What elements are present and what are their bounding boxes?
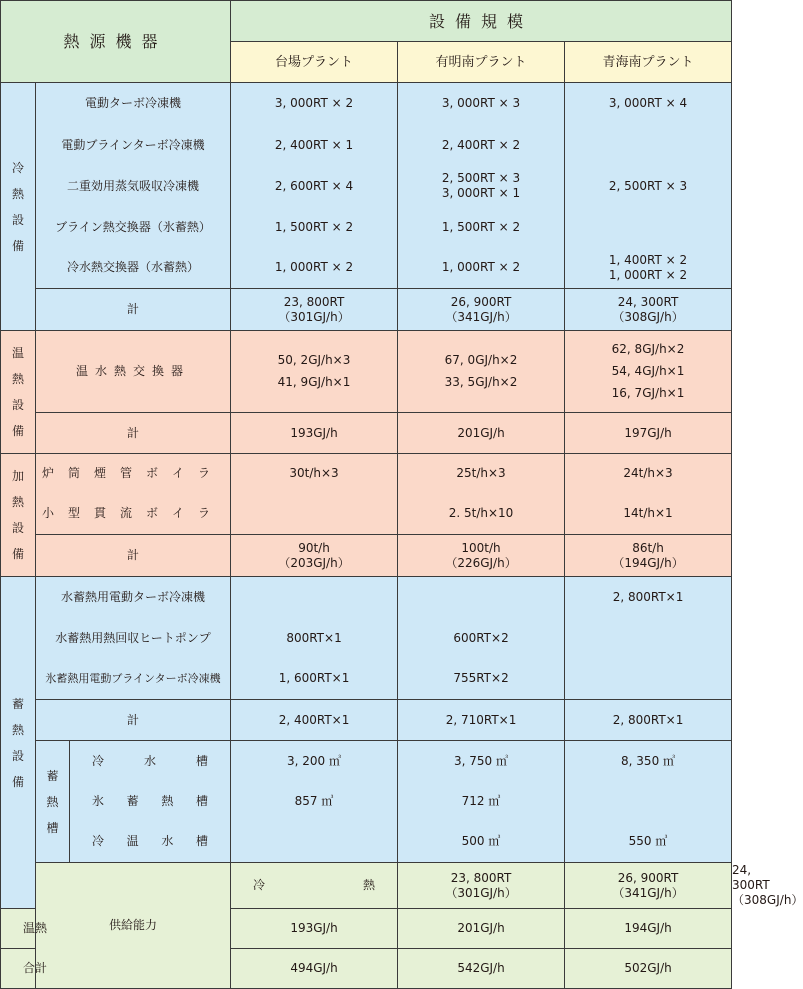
warm-row-value: 50, 2GJ/h×3 41, 9GJ/h×1	[231, 331, 398, 413]
cooling-category: 冷 熱 設 備	[1, 83, 36, 331]
storage-row-label: 氷蓄熱用電動ブラインターボ冷凍機	[36, 659, 231, 700]
cooling-row-value: 2, 400RT × 1	[231, 125, 398, 166]
supply-row-value: 201GJ/h	[398, 909, 565, 949]
tank-row-label: 冷 水 槽	[70, 741, 231, 782]
supply-row-value: 23, 800RT （301GJ/h）	[398, 863, 565, 909]
cooling-row-label: 電動ターボ冷凍機	[36, 83, 231, 125]
tank-row-value: 550 ㎥	[565, 822, 732, 863]
supply-category: 供給能力	[36, 863, 231, 989]
plant-header-aomi-minami: 青海南プラント	[565, 42, 732, 83]
storage-total-value: 2, 400RT×1	[231, 700, 398, 741]
cooling-row-label: 二重効用蒸気吸収冷凍機	[36, 166, 231, 207]
storage-row-value	[565, 659, 732, 700]
cooling-row-value: 1, 000RT × 2	[398, 248, 565, 289]
cooling-row-value: 2, 600RT × 4	[231, 166, 398, 207]
heating-row-value: 2. 5t/h×10	[398, 494, 565, 535]
heating-row-label: 小型貫流ボイラ	[36, 494, 231, 535]
supply-row-label: 合 計	[1, 949, 36, 989]
cooling-row-value: 1, 500RT × 2	[231, 207, 398, 248]
heating-row-value	[231, 494, 398, 535]
storage-row-value: 600RT×2	[398, 618, 565, 659]
supply-row-value: 194GJ/h	[565, 909, 732, 949]
tank-group-category: 蓄 熱 槽	[36, 741, 70, 863]
cooling-row-value: 3, 000RT × 3	[398, 83, 565, 125]
warm-row-label: 温水熱交換器	[36, 331, 231, 413]
tank-row-value	[565, 782, 732, 822]
storage-row-value: 800RT×1	[231, 618, 398, 659]
storage-row-value	[398, 577, 565, 618]
heating-total-value: 100t/h （226GJ/h）	[398, 535, 565, 577]
tank-row-value: 712 ㎥	[398, 782, 565, 822]
warm-total-value: 201GJ/h	[398, 413, 565, 454]
tank-row-label: 冷 温 水 槽	[70, 822, 231, 863]
storage-row-value: 1, 600RT×1	[231, 659, 398, 700]
plant-header-ariake-minami: 有明南プラント	[398, 42, 565, 83]
cooling-row-value: 1, 500RT × 2	[398, 207, 565, 248]
cooling-total-value: 23, 800RT （301GJ/h）	[231, 289, 398, 331]
storage-row-label: 水蓄熱用熱回収ヒートポンプ	[36, 618, 231, 659]
heating-row-value: 14t/h×1	[565, 494, 732, 535]
tank-row-value: 3, 200 ㎥	[231, 741, 398, 782]
storage-total-value: 2, 710RT×1	[398, 700, 565, 741]
supply-row-value: 494GJ/h	[231, 949, 398, 989]
cooling-row-value: 2, 500RT × 3 3, 000RT × 1	[398, 166, 565, 207]
cooling-row-value	[565, 125, 732, 166]
supply-row-value: 26, 900RT （341GJ/h）	[565, 863, 732, 909]
supply-row-label: 温 熱	[1, 909, 36, 949]
cooling-total-label: 計	[36, 289, 231, 331]
cooling-row-value: 3, 000RT × 4	[565, 83, 732, 125]
heating-row-value: 25t/h×3	[398, 454, 565, 494]
warm-total-label: 計	[36, 413, 231, 454]
cooling-row-value: 2, 400RT × 2	[398, 125, 565, 166]
warm-row-value: 67, 0GJ/h×2 33, 5GJ/h×2	[398, 331, 565, 413]
tank-row-value: 3, 750 ㎥	[398, 741, 565, 782]
heating-total-label: 計	[36, 535, 231, 577]
cooling-row-label: ブライン熱交換器（氷蓄熱）	[36, 207, 231, 248]
cooling-row-value: 2, 500RT × 3	[565, 166, 732, 207]
tank-row-value	[231, 822, 398, 863]
storage-row-label: 水蓄熱用電動ターボ冷凍機	[36, 577, 231, 618]
heating-category: 加 熱 設 備	[1, 454, 36, 577]
storage-total-label: 計	[36, 700, 231, 741]
heating-row-value: 24t/h×3	[565, 454, 732, 494]
supply-row-value: 193GJ/h	[231, 909, 398, 949]
cooling-row-value	[565, 207, 732, 248]
heating-row-label: 炉筒煙管ボイラ	[36, 454, 231, 494]
tank-row-value: 857 ㎥	[231, 782, 398, 822]
storage-row-value: 2, 800RT×1	[565, 577, 732, 618]
storage-category: 蓄 熱 設 備	[1, 577, 36, 909]
tank-row-label: 氷 蓄 熱 槽	[70, 782, 231, 822]
cooling-row-value: 1, 000RT × 2	[231, 248, 398, 289]
tank-row-value: 500 ㎥	[398, 822, 565, 863]
warm-total-value: 197GJ/h	[565, 413, 732, 454]
supply-row-value: 502GJ/h	[565, 949, 732, 989]
cooling-total-value: 24, 300RT （308GJ/h）	[565, 289, 732, 331]
cooling-row-value: 3, 000RT × 2	[231, 83, 398, 125]
equipment-header: 熱源機器	[1, 1, 231, 83]
storage-row-value	[565, 618, 732, 659]
scale-header: 設備規模	[231, 1, 732, 42]
heating-row-value: 30t/h×3	[231, 454, 398, 494]
warm-category: 温 熱 設 備	[1, 331, 36, 454]
storage-total-value: 2, 800RT×1	[565, 700, 732, 741]
cooling-row-label: 冷水熱交換器（水蓄熱）	[36, 248, 231, 289]
tank-row-value: 8, 350 ㎥	[565, 741, 732, 782]
cooling-row-value: 1, 400RT × 2 1, 000RT × 2	[565, 248, 732, 289]
heating-total-value: 90t/h （203GJ/h）	[231, 535, 398, 577]
plant-header-daiba: 台場プラント	[231, 42, 398, 83]
cooling-row-label: 電動ブラインターボ冷凍機	[36, 125, 231, 166]
heating-total-value: 86t/h （194GJ/h）	[565, 535, 732, 577]
cooling-total-value: 26, 900RT （341GJ/h）	[398, 289, 565, 331]
warm-row-value: 62, 8GJ/h×2 54, 4GJ/h×1 16, 7GJ/h×1	[565, 331, 732, 413]
supply-row-label: 冷 熱	[231, 863, 398, 909]
supply-row-value: 542GJ/h	[398, 949, 565, 989]
warm-total-value: 193GJ/h	[231, 413, 398, 454]
heat-source-equipment-table: 熱源機器 設備規模 台場プラント 有明南プラント 青海南プラント 冷 熱 設 備 電動ターボ冷凍機 3, 000RT × 2 3, 000RT × 3 3, 000RT × 4 電動ブラインターボ冷凍機 2, 400RT × 1 2, 400RT × 2 二重効用蒸気吸収冷凍機 2, 600RT × 4 2, 500RT × 3 3, 000RT × 1 2, 500RT × 3 ブライン熱交換器（氷蓄熱） 1, 500RT × 2 1, 500RT × 2 冷水熱交換器（水蓄熱） 1, 000RT × 2 1, 000RT × 2 1, 400RT × 2 1, 000RT × 2 計 23, 800RT （301GJ/h） 26, 900RT （341GJ/h） 24, 300RT （308GJ/h） 温 熱 設 備 温水熱交換器 50, 2GJ/h×3 41, 9GJ/h×1 67, 0GJ/h×2 33, 5GJ/h×2 62, 8GJ/h×2 54, 4GJ/h×1 16, 7GJ/h×1 計 193GJ/h 201GJ/h 197GJ/h 加 熱 設 備 炉筒煙管ボイラ 30t/h×3 25t/h×3 24t/h×3 小型貫流ボイラ 2. 5t/h×10 14t/h×1 計 90t/h （203GJ/h） 100t/h （226GJ/h） 86t/h （194GJ/h） 蓄 熱 設 備 水蓄熱用電動ターボ冷凍機 2, 800RT×1 水蓄熱用熱回収ヒートポンプ 800RT×1 600RT×2 氷蓄熱用電動ブラインターボ冷凍機 1, 600RT×1 755RT×2 計 2, 400RT×1 2, 710RT×1 2, 800RT×1 蓄 熱 槽 冷 水 槽 3, 200 ㎥ 3, 750 ㎥ 8, 350 ㎥ 氷 蓄 熱 槽 857 ㎥ 712 ㎥ 冷 温 水 槽 500 ㎥ 550 ㎥ 供給能力 冷 熱 23, 800RT （301GJ/h） 26, 900RT （341GJ/h） 24, 300RT （308GJ/h） 温 熱 193GJ/h 201GJ/h 194GJ/h 合 計 494GJ/h 542GJ/h 502GJ/h	[0, 0, 732, 989]
storage-row-value	[231, 577, 398, 618]
storage-row-value: 755RT×2	[398, 659, 565, 700]
